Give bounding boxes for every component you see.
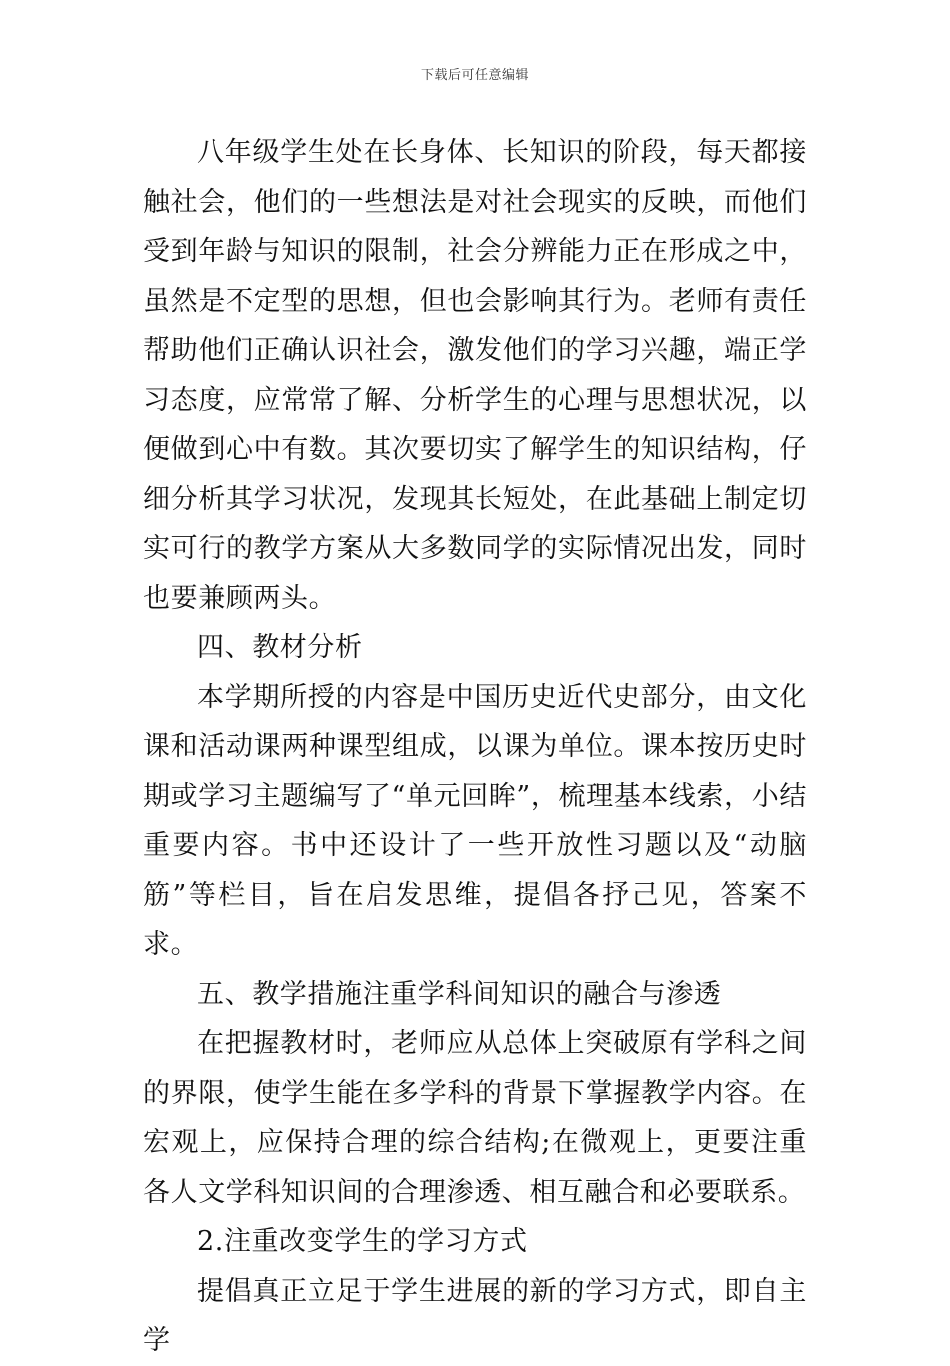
document-body [143,128,807,1366]
heading-learning-methods: 2.注重改变学生的学习方式 [197,1226,528,1257]
heading-textbook-analysis: 四、教材分析 [197,632,363,663]
page-header-note: 下载后可任意编辑 [420,68,529,83]
paragraph-teaching-measures: 在把握教材时，老师应从总体上突破原有学科之间的界限，使学生能在多学科的背景下掌握教学内容。在宏观上，应保持合理的综合结构;在微观上，更要注重各人文学科知识间的合理渗透、相互融合和必要联系。 [143,1028,807,1208]
paragraph-learning-methods: 提倡真正立足于学生进展的新的学习方式，即自主学 [143,1275,807,1356]
paragraph-textbook-analysis: 本学期所授的内容是中国历史近代史部分，由文化课和活动课两种课型组成，以课为单位。课本按历史时期或学习主题编写了“单元回眸”，梳理基本线索，小结重要内容。书中还设计了一些开放性习题以及“动脑筋”等栏目，旨在启发思维，提倡各抒己见，答案不求。 [143,681,807,960]
paragraph-student-analysis: 八年级学生处在长身体、长知识的阶段，每天都接触社会，他们的一些想法是对社会现实的反映，而他们受到年龄与知识的限制，社会分辨能力正在形成之中，虽然是不定型的思想，但也会影响其行为。老师有责任帮助他们正确认识社会，激发他们的学习兴趣，端正学习态度，应常常了解、分析学生的心理与思想状况，以便做到心中有数。其次要切实了解学生的知识结构，仔细分析其学习状况，发现其长短处，在此基础上制定切实可行的教学方案从大多数同学的实际情况出发，同时也要兼顾两头。 [143,137,807,614]
heading-teaching-measures: 五、教学措施注重学科间知识的融合与渗透 [197,978,722,1010]
